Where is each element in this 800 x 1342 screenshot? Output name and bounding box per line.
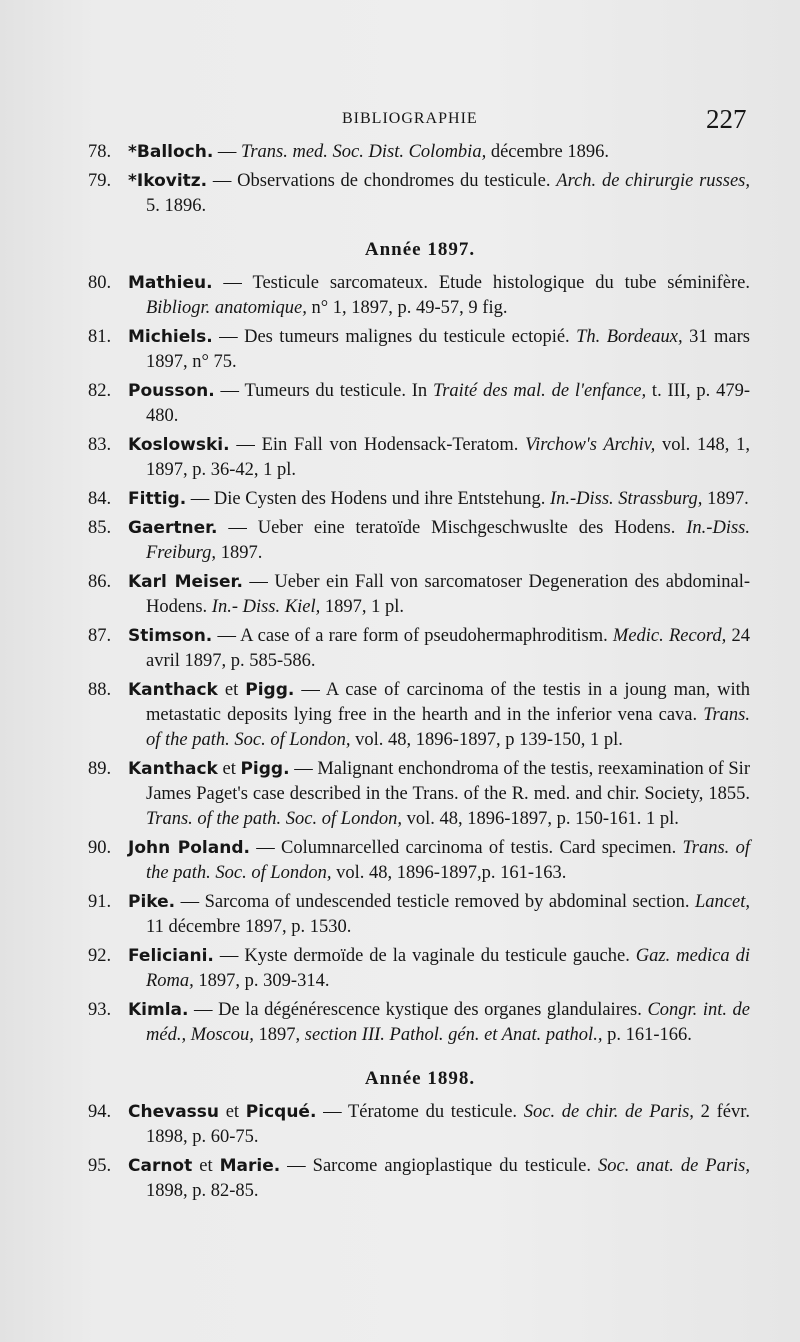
entry-text: — Kyste dermoïde de la vaginale du testicule gauche. [213,946,636,966]
bibliography-entry [0,487,800,512]
entry-text: — Ueber eine teratoïde Mischgeschwuslte des Hodens. [217,518,687,538]
entry-number: 82. [88,381,112,401]
entry-text: décembre 1896. [486,142,609,162]
entry-author: John Poland. [128,838,250,858]
entry-source: Medic. Record, [612,626,727,646]
entry-source: Lancet, [695,892,750,912]
bibliography-entry [0,271,800,321]
entry-text: — Ueber ein Fall von sarcomatoser Degeneration des abdominal-Hodens. [146,572,750,617]
entry-number: 81. [88,327,112,347]
entry-number: 95. [88,1156,112,1176]
entry-source: Virchow's Archiv, [525,435,656,455]
entry-text: vol. 48, 1896-1897, p. 150-161. 1 pl. [401,809,679,829]
entry-text: 31 mars 1897, n° 75. [146,327,750,372]
entry-number: 79. [88,171,112,191]
section-heading: Année 1898. [364,1068,476,1089]
entry-text: — Des tumeurs malignes du testicule ectopié. [212,327,577,347]
entry-source: Trans. of the path. Soc. of London, [146,838,750,883]
bibliography-list [0,140,800,1208]
section-heading: Année 1897. [364,239,476,260]
entry-text: 11 décembre 1897, p. 1530. [146,917,352,937]
entry-text: 2 févr. 1898, p. 60-75. [146,1102,750,1147]
entry-text: vol. 148, 1, 1897, p. 36-42, 1 pl. [146,435,750,480]
entry-text: 1897, 1 pl. [320,597,404,617]
entry-coauthor: Pigg. [245,680,295,700]
entry-text: — Malignant enchondroma of the testis, reexamination of Sir James Paget's case described in the Trans. of the R. med. and chir. Society, 1855. [146,759,750,804]
entry-text: p. 161-166. [602,1025,692,1045]
bibliography-entry [0,944,800,994]
entry-text: — Ein Fall von Hodensack-Teratom. [229,435,526,455]
bibliography-entry [0,757,800,832]
bibliography-entry [0,1100,800,1150]
entry-author: Chevassu [128,1102,220,1122]
entry-number: 94. [88,1102,112,1122]
bibliography-entry [0,169,800,219]
entry-source: In.- Diss. Kiel, [211,597,321,617]
author-conjunction: et [219,1102,246,1122]
entry-source: section III. Pathol. gén. et Anat. pathol., [304,1025,603,1045]
entry-number: 85. [88,518,112,538]
entry-author: Carnot [128,1156,193,1176]
entry-text: — Testicule sarcomateux. Etude histologique du tube séminifère. [212,273,750,293]
entry-author: Gaertner. [128,518,218,538]
entry-text: 1898, p. 82-85. [146,1181,259,1201]
entry-source: Trans. of the path. Soc. of London, [146,705,750,750]
entry-number: 78. [88,142,112,162]
bibliography-entry [0,516,800,566]
entry-author: *Balloch. [128,142,214,162]
entry-text: 5. 1896. [146,196,207,216]
bibliography-entry [0,836,800,886]
bibliography-entry [0,325,800,375]
author-conjunction: et [217,680,246,700]
bibliography-entry [0,998,800,1048]
entry-text: — Die Cysten des Hodens und ihre Entstehung. [186,489,550,509]
entry-source: Th. Bordeaux, [576,327,683,347]
entry-coauthor: Marie. [219,1156,281,1176]
entry-author: Kimla. [128,1000,189,1020]
entry-text: — Sarcoma of undescended testicle removed by abdominal section. [175,892,696,912]
entry-number: 83. [88,435,112,455]
page-number: 227 [706,104,747,134]
entry-number: 91. [88,892,112,912]
bibliography-entry [0,890,800,940]
entry-number: 89. [88,759,112,779]
entry-source: Arch. de chirurgie russes, [556,171,750,191]
entry-source: Soc. anat. de Paris, [598,1156,751,1176]
page-header [0,104,800,140]
entry-author: Michiels. [128,327,213,347]
entry-source: In.-Diss. Freiburg, [146,518,750,563]
entry-number: 93. [88,1000,112,1020]
entry-author: Pike. [128,892,176,912]
entry-text: vol. 48, 1896-1897,p. 161-163. [331,863,567,883]
bibliography-entry [0,570,800,620]
entry-coauthor: Picqué. [245,1102,317,1122]
bibliography-entry [0,379,800,429]
entry-text: t. III, p. 479-480. [146,381,750,426]
bibliography-entry [0,433,800,483]
entry-text: — De la dégénérescence kystique des organes glandulaires. [188,1000,648,1020]
entry-source: Traité des mal. de l'enfance, [432,381,647,401]
entry-source: Soc. de chir. de Paris, [523,1102,694,1122]
bibliography-entry [0,624,800,674]
entry-number: 88. [88,680,112,700]
entry-author: Kanthack [128,680,218,700]
entry-source: In.-Diss. Strassburg, [549,489,703,509]
entry-text: 1897. [216,543,263,563]
entry-author: Mathieu. [128,273,213,293]
entry-number: 90. [88,838,112,858]
entry-text: 1897, p. 309-314. [193,971,330,991]
entry-number: 87. [88,626,112,646]
entry-author: Kanthack [128,759,218,779]
entry-source: Trans. med. Soc. Dist. Colombia, [241,142,487,162]
entry-author: Karl Meiser. [128,572,243,592]
entry-text: — Columnarcelled carcinoma of testis. Card specimen. [249,838,683,858]
entry-text: — Sarcome angioplastique du testicule. [280,1156,599,1176]
entry-number: 84. [88,489,112,509]
entry-author: Pousson. [128,381,215,401]
author-conjunction: et [217,759,241,779]
entry-number: 86. [88,572,112,592]
entry-author: Koslowski. [128,435,230,455]
entry-text: — A case of a rare form of pseudohermaphroditism. [212,626,613,646]
entry-number: 80. [88,273,112,293]
entry-source: Gaz. medica di Roma, [146,946,750,991]
entry-author: Feliciani. [128,946,214,966]
bibliography-entry [0,678,800,753]
bibliography-entry [0,1154,800,1204]
entry-source: Congr. int. de méd., Moscou, [146,1000,751,1045]
bibliography-entry [0,140,800,165]
entry-text: — Tératome du testicule. [316,1102,524,1122]
entry-author: Fittig. [128,489,187,509]
entry-source: Trans. of the path. Soc. of London, [146,809,402,829]
entry-author: *Ikovitz. [128,171,208,191]
entry-author: Stimson. [128,626,213,646]
entry-text: 24 avril 1897, p. 585-586. [146,626,750,671]
entry-text: n° 1, 1897, p. 49-57, 9 fig. [306,298,508,318]
entry-text: — [213,142,242,162]
entry-coauthor: Pigg. [240,759,290,779]
running-title: BIBLIOGRAPHIE [342,110,478,127]
author-conjunction: et [192,1156,220,1176]
entry-source: Bibliogr. anatomique, [146,298,307,318]
entry-number: 92. [88,946,112,966]
entry-text: 1897. [702,489,749,509]
entry-text: — Tumeurs du testicule. In [214,381,433,401]
entry-text: — Observations de chondromes du testicule. [207,171,557,191]
entry-text: — A case of carcinoma of the testis in a joung man, with metastatic deposits lying free in the hearth and in the inferior vena cava. [146,680,750,725]
entry-text: 1897, [253,1025,305,1045]
entry-text: vol. 48, 1896-1897, p 139-150, 1 pl. [350,730,623,750]
